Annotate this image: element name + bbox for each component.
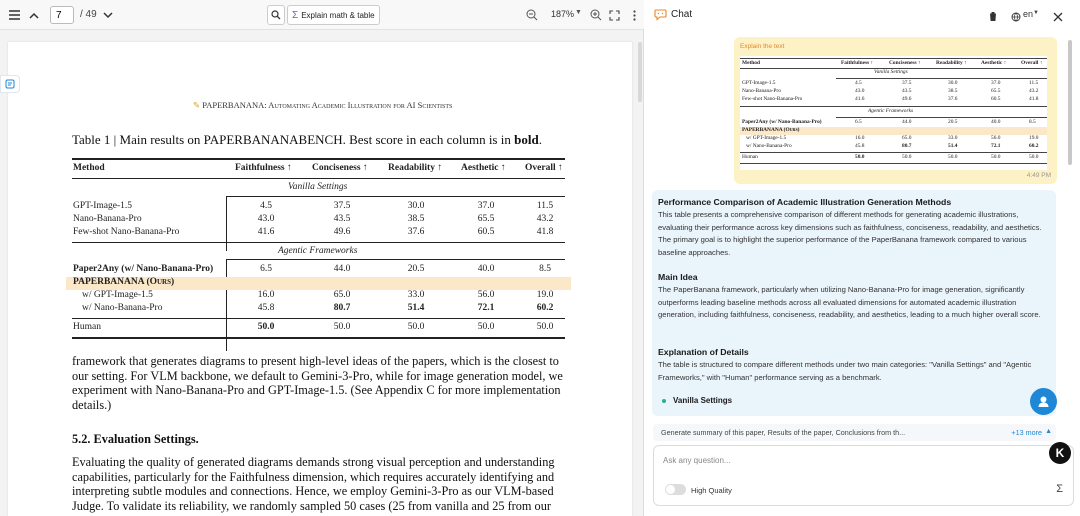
fit-page-icon[interactable] [606, 7, 622, 23]
snapshot-cell: 65.0 [902, 135, 912, 141]
snapshot-cell: 50.0 [902, 154, 912, 160]
snapshot-cell: Few-shot Nano-Banana-Pro [742, 96, 803, 102]
question-input[interactable] [663, 454, 1043, 466]
bullet-dot [662, 399, 666, 403]
cell: 40.0 [477, 264, 495, 274]
cell: 60.2 [536, 303, 554, 313]
header-aesthetic: Aesthetic ↑ [461, 163, 506, 173]
cell: 4.5 [260, 201, 272, 211]
notes-icon[interactable] [0, 75, 20, 93]
cell: 6.5 [260, 264, 272, 274]
page-number-input[interactable] [50, 6, 74, 24]
assistant-answer [652, 190, 1056, 416]
table-caption [72, 132, 542, 148]
cell: 8.5 [539, 264, 551, 274]
snapshot-header [740, 60, 1047, 68]
zoom-in-icon[interactable] [588, 7, 604, 23]
cell: 37.6 [407, 227, 425, 237]
prev-page-icon[interactable] [26, 7, 42, 23]
snapshot-cell: 50.0 [991, 154, 1001, 160]
cell: 50.0 [407, 322, 425, 332]
cell: 49.6 [333, 227, 351, 237]
paragraph-framework: framework that generates diagrams to present high-level ideas of the papers, which is the closest to our setting. For VLM backbone, we default to Gemini-3-Pro, while for image generation model, we experiment with Nano-Banana-Pro and GPT-Image-1.5. (See Appendix C for more implementation details.) [72, 354, 563, 412]
table-snapshot [740, 56, 1047, 170]
chat-scrollbar[interactable] [1068, 40, 1072, 165]
cell: 50.0 [477, 322, 495, 332]
chat-panel [644, 0, 1080, 516]
table-row [72, 227, 565, 240]
snapshot-cell: 44.0 [902, 119, 912, 125]
snapshot-cell: 16.0 [855, 135, 865, 141]
suggestion-text[interactable]: Generate summary of this paper, Results of the paper, Conclusions from th... [661, 428, 906, 437]
cell: 56.0 [477, 290, 495, 300]
snapshot-cell: 60.5 [991, 96, 1001, 102]
row-name-text: Paper2Any (w/ Nano-Banana-Pro) [73, 264, 214, 274]
snapshot-cell: 50.0 [855, 154, 865, 160]
snapshot-cell: 6.5 [855, 119, 862, 125]
caption-end: . [538, 132, 542, 147]
snapshot-cell: 49.6 [902, 96, 912, 102]
snapshot-cell: 50.0 [1029, 154, 1039, 160]
banana-icon: ✎ [193, 100, 201, 110]
zoom-dropdown-icon[interactable]: ▼ [575, 9, 582, 16]
snapshot-cell: 40.0 [991, 119, 1001, 125]
pdf-scrollbar[interactable] [638, 42, 642, 102]
snapshot-cell: 51.4 [948, 143, 958, 149]
suggestion-more[interactable]: +13 more [1011, 428, 1042, 437]
cell: 37.5 [333, 201, 351, 211]
robot-icon [1037, 395, 1050, 408]
sigma-icon: Σ [292, 9, 299, 21]
cell: 19.0 [536, 290, 554, 300]
snapshot-cell: 30.0 [948, 80, 958, 86]
snapshot-cell: 80.7 [902, 143, 912, 149]
chat-bubble-icon [654, 8, 667, 26]
answer-heading-details: Explanation of Details [658, 347, 749, 357]
explain-label: Explain math & table [301, 10, 375, 20]
zoom-out-icon[interactable] [524, 7, 540, 23]
caption-bold: bold [514, 132, 539, 147]
page-total: / 49 [80, 9, 97, 20]
snapshot-cell: 60.2 [1029, 143, 1039, 149]
zoom-level[interactable]: 187% [551, 9, 575, 19]
explain-math-table-button[interactable] [287, 5, 380, 25]
row-name: Human [73, 322, 101, 332]
sigma-icon[interactable]: Σ [1056, 483, 1063, 495]
assistant-fab-button[interactable] [1030, 388, 1057, 415]
row-name [73, 264, 213, 274]
snapshot-cell: Nano-Banana-Pro [742, 88, 781, 94]
snapshot-cell: Readability ↑ [936, 60, 967, 66]
language-select[interactable]: en [1023, 9, 1034, 19]
answer-paragraph: This table presents a comprehensive comparison of different methods for generating academic illustrations, evaluating their performance across key dimensions such as faithfulness, conciseness, readability, and aesthetics. The primary goal is to highlight the superior performance of the PaperBanana framework compared to various baseline approaches. [658, 210, 1042, 257]
table-row-highlight [66, 277, 571, 290]
snapshot-cell: 72.1 [991, 143, 1001, 149]
snapshot-cell: 43.0 [855, 88, 865, 94]
chat-title: Chat [671, 9, 693, 20]
snapshot-cell: w/ Nano-Banana-Pro [746, 143, 792, 149]
answer-bullet: Vanilla Settings [673, 396, 733, 405]
cell: 37.0 [477, 201, 495, 211]
table-row [72, 264, 565, 277]
cell: 33.0 [407, 290, 425, 300]
snapshot-cell: 37.5 [902, 80, 912, 86]
cell: 65.5 [477, 214, 495, 224]
pdf-toolbar [0, 0, 644, 30]
snapshot-cell: 41.6 [855, 96, 865, 102]
snapshot-cell: 37.0 [991, 80, 1001, 86]
row-name: w/ Nano-Banana-Pro [82, 303, 163, 313]
answer-title: Performance Comparison of Academic Illustration Generation Methods [658, 197, 952, 207]
cell: 50.0 [536, 322, 554, 332]
snapshot-cell: 11.5 [1029, 80, 1039, 86]
header-readability: Readability ↑ [388, 163, 443, 173]
section-vanilla: Vanilla Settings [288, 182, 348, 192]
row-name: w/ GPT-Image-1.5 [82, 290, 153, 300]
cell: 50.0 [257, 322, 275, 332]
more-options-icon[interactable] [626, 7, 642, 23]
cell: 11.5 [536, 201, 554, 211]
cell: 44.0 [333, 264, 351, 274]
suggestion-bar[interactable] [653, 424, 1056, 441]
cell: 60.5 [477, 227, 495, 237]
row-name: Few-shot Nano-Banana-Pro [73, 227, 180, 237]
answer-heading-main-idea: Main Idea [658, 272, 698, 282]
snapshot-cell: 41.8 [1029, 96, 1039, 102]
caption-mid: . Best score in each column is in [342, 132, 515, 147]
section-heading: 5.2. Evaluation Settings. [72, 432, 199, 446]
snapshot-cell: 50.0 [948, 154, 958, 160]
running-head [193, 100, 452, 111]
chat-header [644, 0, 1080, 30]
trash-icon[interactable] [988, 9, 998, 27]
row-name: Nano-Banana-Pro [73, 214, 142, 224]
cell: 41.6 [257, 227, 275, 237]
snapshot-cell: GPT-Image-1.5 [742, 80, 776, 86]
snapshot-cell: 38.5 [948, 88, 958, 94]
cell: 51.4 [407, 303, 425, 313]
header-method: Method [73, 163, 105, 173]
row-name: PAPERBANANA (Ours) [73, 277, 175, 287]
cell: 50.0 [333, 322, 351, 332]
snapshot-cell: w/ GPT-Image-1.5 [746, 135, 787, 141]
table-row [72, 201, 565, 214]
globe-icon[interactable] [1011, 9, 1021, 27]
table-row [72, 322, 565, 335]
snapshot-cell: Paper2Any (w/ Nano-Banana-Pro) [742, 119, 822, 125]
high-quality-label: High Quality [691, 486, 732, 495]
table-row [72, 214, 565, 227]
header-faithfulness: Faithfulness ↑ [235, 163, 292, 173]
snapshot-cell: Human [742, 154, 758, 160]
cell: 38.5 [407, 214, 425, 224]
snapshot-cell: 33.0 [948, 135, 958, 141]
snapshot-cell: 37.6 [948, 96, 958, 102]
message-time: 4:49 PM [1026, 172, 1051, 179]
snapshot-cell: 4.5 [855, 80, 862, 86]
cell: 45.8 [257, 303, 275, 313]
snapshot-cell: 8.5 [1029, 119, 1036, 125]
cell: 41.8 [536, 227, 554, 237]
search-button[interactable] [267, 5, 285, 25]
cell: 20.5 [407, 264, 425, 274]
cell: 16.0 [257, 290, 275, 300]
section-agentic: Agentic Frameworks [278, 246, 358, 256]
snapshot-cell: Agentic Frameworks [868, 108, 914, 114]
snapshot-cell: 56.0 [991, 135, 1001, 141]
menu-icon[interactable] [6, 7, 22, 23]
snapshot-cell: Overall ↑ [1021, 60, 1043, 66]
search-icon [271, 10, 281, 20]
snapshot-cell: Faithfulness ↑ [841, 60, 874, 66]
pdf-page [8, 42, 632, 516]
table-row [72, 290, 565, 303]
close-icon[interactable] [1053, 9, 1063, 27]
header-overall: Overall ↑ [525, 163, 563, 173]
snapshot-cell: 43.2 [1029, 88, 1039, 94]
table-row [72, 303, 565, 316]
chevron-down-icon[interactable]: ▼ [1033, 10, 1039, 16]
answer-paragraph: The table is structured to compare different methods under two main categories: "Vanilla Settings" and "Agentic Frameworks," with "Human" performance serving as a benchmark. [658, 360, 1032, 382]
snapshot-cell: 19.0 [1029, 135, 1039, 141]
snapshot-cell: 45.8 [855, 143, 865, 149]
snapshot-cell: Conciseness ↑ [889, 60, 921, 66]
cell: 80.7 [333, 303, 351, 313]
snapshot-cell: 43.5 [902, 88, 912, 94]
k-badge-icon[interactable]: K [1049, 442, 1071, 464]
cell: 30.0 [407, 201, 425, 211]
snapshot-cell: PAPERBANANA (Ours) [742, 127, 800, 133]
cell: 43.5 [333, 214, 351, 224]
running-head-text: PAPERBANANA: Automating Academic Illustration for AI Scientists [202, 100, 453, 110]
answer-paragraph: The PaperBanana framework, particularly when utilizing Nano-Banana-Pro for image generation, significantly outperforms leading baseline methods across all evaluated dimensions for automated academic illustration generation, including faithfulness, conciseness, readability, and aesthetics, leading to a much higher overall score. [658, 285, 1041, 320]
snapshot-cell: Method [742, 60, 760, 66]
user-message [734, 37, 1057, 184]
paragraph-evaluation: Evaluating the quality of generated diagrams demands strong visual perception and understanding capabilities, particularly for the Faithfulness dimension, which requires accurately identifying and interpreting subtle modules and connections. Hence, we employ Gemini-3-Pro as our VLM-based Judge. To validate its reliability, we randomly sampled 50 cases (25 from vanilla and 25 from our [72, 455, 555, 513]
caption-pre: Table 1 | Main results on [72, 132, 204, 147]
chevron-up-icon[interactable]: ▲ [1045, 428, 1052, 435]
cell: 43.0 [257, 214, 275, 224]
cell: 65.0 [333, 290, 351, 300]
row-name: GPT-Image-1.5 [73, 201, 133, 211]
snapshot-cell: 65.5 [991, 88, 1001, 94]
user-message-label: Explain the text [740, 43, 785, 50]
header-conciseness: Conciseness ↑ [312, 163, 368, 173]
snapshot-cell: Aesthetic ↑ [981, 60, 1007, 66]
cell: 72.1 [477, 303, 495, 313]
caption-bench: PAPERBANANABENCH [203, 132, 343, 147]
snapshot-cell: Vanilla Settings [874, 69, 908, 75]
table-header-row [72, 163, 565, 176]
snapshot-cell: 20.5 [948, 119, 958, 125]
cell: 43.2 [536, 214, 554, 224]
high-quality-toggle[interactable] [665, 484, 686, 495]
chat-composer [653, 445, 1074, 506]
next-page-icon[interactable] [100, 7, 116, 23]
